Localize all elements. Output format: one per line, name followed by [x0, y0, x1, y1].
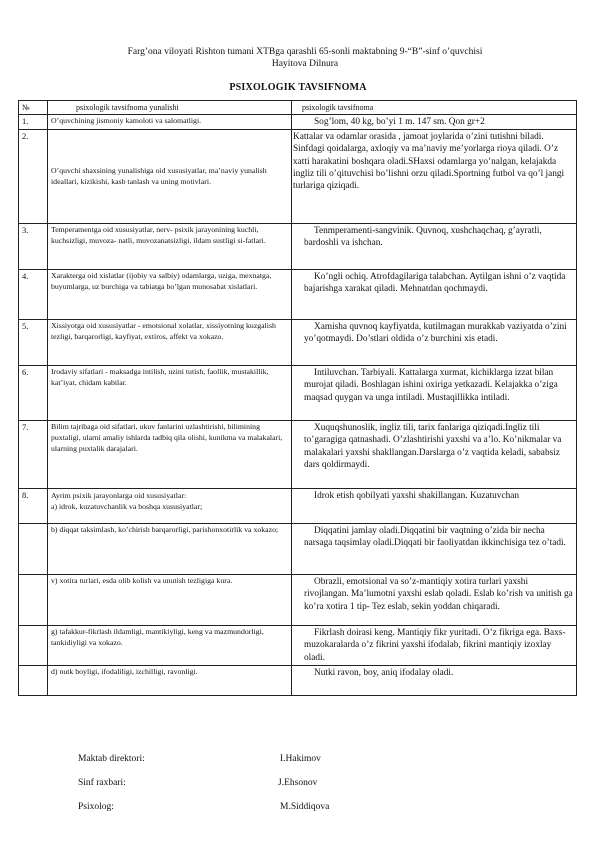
table-row: [19, 320, 577, 366]
row-number: 2.: [19, 130, 48, 224]
row-description: Obrazli, emotsional va so’z-mantiqiy xotira turlari yaxshi rivojlangan. Ma’lumotni yaxshi eslab qoladi. Eslab ko’rish va unitish ga ko’ra xotira 1 tip- Tez eslab, sekin yoddan chiqaradi.: [292, 575, 577, 626]
row-number: 4.: [19, 270, 48, 320]
row-direction: Xarakterga oid xislatlar (ijobiy va salbiy) odamlarga, uziga, mexnatga, buyumlarga, uz burchiga va tabiatga bo’lgan munosabat xislatlari.: [48, 270, 292, 320]
row-description: Fikrlash doirasi keng. Mantiqiy fikr yuritadi. O’z fikriga ega. Baxs-muzokaralarda o’z fikrini yaxshi ifodalab, fikrini mantiqiy izoxlay oladi.: [292, 626, 577, 666]
header-cell-number: №: [19, 101, 48, 115]
row-number: [19, 575, 48, 626]
signature-name: I.Hakimov: [280, 754, 321, 764]
row-direction: O’quvchining jismoniy kamoloti va salomatligi.: [48, 115, 292, 130]
row-description: Kattalar va odamlar orasida , jamoat joylarida o’zini tutishni biladi. Sinfdagi qoidalarga, axloqiy va ma’naviy me’yorlarga rioya qiladi. O’z xatti harakatini boshqara oladi.SHaxsi odamlarga yo’nalgan, kelajakda ingliz tili o’qituvchisi bo’lishni orzu qiladi.Sportning futbol va qo’l jangi turlariga qiziqadi.: [292, 130, 577, 224]
row-direction: Temperamentga oid xususiyatlar, nerv- psixik jarayonining kuchli, kuchsizligi, muvoza- natli, muvozanatsizligi, ildam sustligi si-fatlari.: [48, 224, 292, 270]
table-row: [19, 130, 577, 224]
header-line-school: Farg’ona viloyati Rishton tumani XTBga qarashli 65-sonli maktabning 9-“B”-sinf o’quvchisi: [127, 47, 483, 57]
row-description: Diqqatini jamlay oladi.Diqqatini bir vaqtning o’zida bir necha narsaga taqsimlay oladi.Diqqati bir faoliyatdan ikkinchisiga tez o’tadi.: [292, 524, 577, 575]
table-row: [19, 270, 577, 320]
row-direction: b) diqqat taksimlash, ko’chirish barqarorligi, parishonxotirlik va xokazo;: [48, 524, 292, 575]
signature-role: Psixolog:: [78, 802, 114, 812]
row-direction: Bilim tajribaga oid sifatlari, ukuv fanlarini uzlashtirishi, bilimining puxtaligi, ularni amaliy ishlarda tadbiq qila olishi, kunikma va malakalari, ularning puxtalik darajalari.: [48, 421, 292, 489]
row-direction: v) xotira turlari, esda olib kolish va unutish tezligiga kura.: [48, 575, 292, 626]
row-description: Tenmperamenti-sangvinik. Quvnoq, xushchaqchaq, g’ayratli, bardoshli va ishchan.: [292, 224, 577, 270]
header-line-student: Hayitova Dilnura: [271, 59, 339, 69]
row-number: [19, 524, 48, 575]
row-description: Sog’lom, 40 kg, bo’yi 1 m. 147 sm. Qon gr+2: [292, 115, 577, 130]
table-row: [19, 575, 577, 626]
signature-role: Sinf raxbari:: [78, 778, 126, 788]
header-cell-direction: psixologik tavsifnoma yunalishi: [48, 101, 292, 115]
table-header-row: [19, 101, 577, 115]
row-direction: d) nutk boyligi, ifodaliligi, izchilligi, ravonligi.: [48, 666, 292, 696]
signature-role: Maktab direktori:: [78, 754, 145, 764]
row-number: 5.: [19, 320, 48, 366]
signature-name: M.Siddiqova: [280, 802, 330, 812]
table-row: [19, 115, 577, 130]
table-row: [19, 489, 577, 524]
signature-name: J.Ehsonov: [278, 778, 318, 788]
row-number: 8.: [19, 489, 48, 524]
row-number: [19, 626, 48, 666]
table-row: [19, 366, 577, 421]
header-cell-description: psixologik tavsifnoma: [292, 101, 577, 115]
row-direction: Ayrim psixik jarayonlarga oid xususiyatlar: a) idrok, kuzatuvchanlik va boshqa xususiyatlar;: [48, 489, 292, 524]
row-description: Intiluvchan. Tarbiyali. Kattalarga xurmat, kichiklarga izzat bilan murojat qiladi. Boshlagan ishini oxiriga yetkazadi. Kelajakka o’ziga maqsad quygan va unga intiladi. Mustaqillikka intiladi.: [292, 366, 577, 421]
table-row: [19, 524, 577, 575]
psychology-table: [18, 100, 577, 696]
document-title: PSIXOLOGIK TAVSIFNOMA: [229, 82, 367, 93]
row-number: 6.: [19, 366, 48, 421]
row-number: 7.: [19, 421, 48, 489]
row-direction: O’quvchi shaxsining yunalishiga oid xususiyatlar, ma’naviy yunalish ideallari, kizikishi, kasb tanlash va uning motivlari.: [48, 130, 292, 224]
row-direction: Irodaviy sifatlari - maksadga intilish, uzini tutish, faollik, mustakillik, kat’iyat, chidam kabilar.: [48, 366, 292, 421]
row-number: 1.: [19, 115, 48, 130]
table-row: [19, 421, 577, 489]
document-header: [40, 46, 570, 70]
row-direction: Xissiyotga oid xususiyatlar - emotsional xolatlar, xissiyotning kuzgalish tezligi, barqarorligi, kayfiyat, extiros, affekt va xokazo.: [48, 320, 292, 366]
row-description: Xuquqshunoslik, ingliz tili, tarix fanlariga qiziqadi.Ingliz tili to’garagiga qatnashadi. O’zlashtirishi yaxshi va a’lo. Ko’nikmalar va malakalari yaxshi shakllangan.Darslarga o’z vaqtida keladi, sababsiz dars qoldirmaydi.: [292, 421, 577, 489]
row-number: [19, 666, 48, 696]
row-description: Idrok etish qobilyati yaxshi shakillangan. Kuzatuvchan: [292, 489, 577, 524]
row-description: Nutki ravon, boy, aniq ifodalay oladi.: [292, 666, 577, 696]
row-description: Xamisha quvnoq kayfiyatda, kutilmagan murakkab vaziyatda o’zini yo’qotmaydi. Do’stlari oldida o’z burchini xis etadi.: [292, 320, 577, 366]
row-description: Ko’ngli ochiq. Atrofdagilariga talabchan. Aytilgan ishni o’z vaqtida bajarishga xarakat qiladi. Mehnatdan qochmaydi.: [292, 270, 577, 320]
table-row: [19, 224, 577, 270]
table-row: [19, 626, 577, 666]
table-row: [19, 666, 577, 696]
row-direction: g) tafakkur-fikrlash ildamligi, mantikiyligi, keng va mazmundorligi, tankidiyligi va xokazo.: [48, 626, 292, 666]
row-number: 3.: [19, 224, 48, 270]
